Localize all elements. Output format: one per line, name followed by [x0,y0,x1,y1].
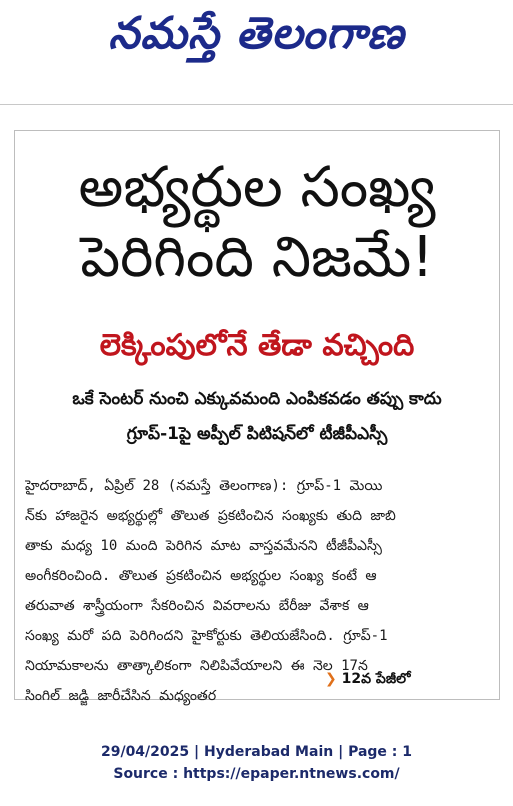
body-line: తరువాత శాస్త్రీయంగా సేకరించిన వివరాలను బేరీజు వేశాక ఆ [25,598,369,614]
headline-line-1: అభ్యర్థుల సంఖ్య [78,155,436,220]
kicker-line-1: ఒకే సెంటర్ నుంచి ఎక్కువమంది ఎంపికవడం తప్పు కాదు [72,389,442,409]
chevron-right-icon: ❯ [325,671,337,687]
kicker-line-2: గ్రూప్-1పై అప్పీల్ పిటిషన్‌లో టీజీపీఎస్సీ [126,424,388,444]
body-line: నియామకాలను తాత్కాలికంగా నిలిపివేయాలని ఈ నెల 17న [25,658,368,674]
body-line: హైదరాబాద్, ఏప్రిల్ 28 (నమస్తే తెలంగాణ): గ్రూప్-1 మెయి [25,478,383,494]
edition-info: 29/04/2025 | Hyderabad Main | Page : 1 [100,744,413,760]
subheadline: లెక్కింపులోనే తేడా వచ్చింది [99,328,415,363]
continued-label: 12వ పేజీలో [341,671,411,687]
body-line: సింగిల్ జడ్జి జారీచేసిన మధ్యంతర [25,688,217,704]
masthead-divider [0,104,513,105]
body-line: తాకు మధ్య 10 మంది పెరిగిన మాట వాస్తవమేనని టీజీపీఎస్సీ [25,538,382,554]
masthead [0,0,513,100]
newspaper-logo: నమస్తే తెలంగాణ [108,8,405,59]
source-info: Source : https://epaper.ntnews.com/ [113,766,400,782]
body-line: సంఖ్య మరో పది పెరిగిందని హైకోర్టుకు తెలియజేసింది. గ్రూప్-1 [25,628,388,644]
article-clipping [14,130,500,704]
body-line: అంగీకరించింది. తొలుత ప్రకటించిన అభ్యర్థుల సంఖ్య కంటే ఆ [25,568,377,584]
article-body [25,471,487,711]
headline-line-2: పెరిగింది నిజమే! [80,225,434,290]
body-line: న్‌కు హాజరైన అభ్యర్థుల్లో తొలుత ప్రకటించిన సంఖ్యకు తుది జాబి [25,508,396,524]
continued-on-page-link[interactable] [325,671,411,690]
